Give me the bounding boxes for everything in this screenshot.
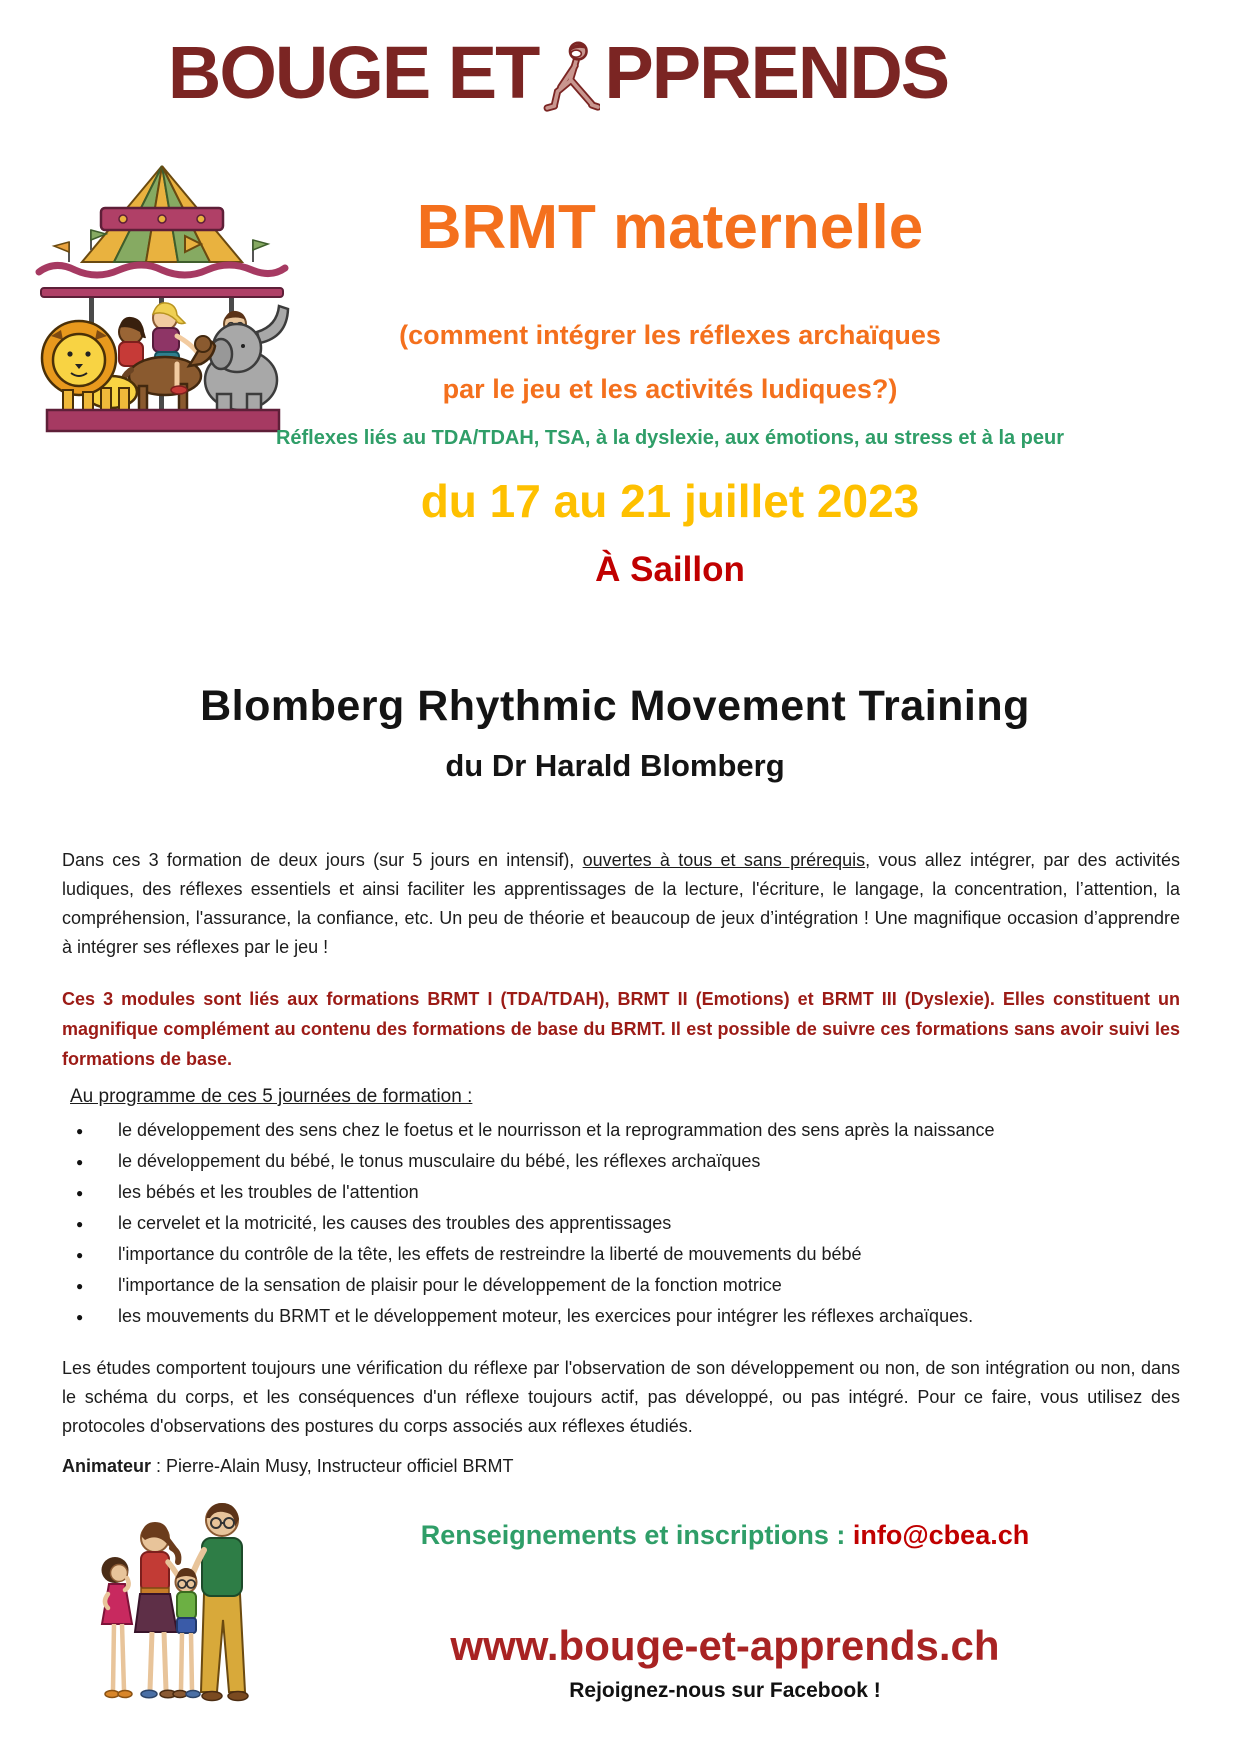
- course-dates: du 17 au 21 juillet 2023: [420, 475, 920, 527]
- reflexes-note: Réflexes liés au TDA/TDAH, TSA, à la dyslexie, aux émotions, au stress et à la peur: [275, 427, 1065, 449]
- contact-email: info@cbea.ch: [852, 1520, 1030, 1550]
- course-subtitle-line2: par le jeu et les activités ludiques?): [442, 374, 898, 404]
- course-location: À Saillon: [595, 550, 745, 589]
- intro-text-underlined: ouvertes à tous et sans prérequis: [582, 850, 866, 870]
- program-heading: Au programme de ces 5 journées de formation :: [70, 1086, 473, 1107]
- brand-part1: BOUGE ET: [167, 31, 539, 114]
- program-item: ● les mouvements du BRMT et le développement moteur, les exercices pour intégrer les réflexes archaïques.: [70, 1302, 1178, 1331]
- modules-note: Ces 3 modules sont liés aux formations BRMT I (TDA/TDAH), BRMT II (Emotions) et BRMT III (Dyslexie). Elles constituent un magnifique complément au contenu des formations de base du BRMT. Il est possible de suivre ces formations sans avoir suivi les formations de base.: [62, 989, 1180, 1069]
- facebook-note: Rejoignez-nous sur Facebook !: [569, 1679, 881, 1702]
- training-subtitle: du Dr Harald Blomberg: [445, 748, 785, 783]
- program-item: ● le cervelet et la motricité, les causes des troubles des apprentissages: [70, 1209, 1178, 1238]
- website-url: www.bouge-et-apprends.ch: [450, 1622, 1000, 1669]
- intro-paragraph: [62, 846, 1180, 962]
- contact-label: Renseignements et inscriptions :: [420, 1520, 853, 1550]
- program-item: ● le développement du bébé, le tonus musculaire du bébé, les réflexes archaïques: [70, 1147, 1178, 1176]
- program-item: ● l'importance de la sensation de plaisir pour le développement de la fonction motrice: [70, 1271, 1178, 1300]
- program-item: ● les bébés et les troubles de l'attention: [70, 1178, 1178, 1207]
- animator-value: : Pierre-Alain Musy, Instructeur officiel BRMT: [151, 1456, 514, 1476]
- course-subtitle-line1: (comment intégrer les réflexes archaïques: [399, 320, 941, 350]
- brand-title: [0, 30, 1116, 115]
- studies-note: Les études comportent toujours une vérification du réflexe par l'observation de son développement ou non, de son intégration ou non, dans le schéma du corps, et les conséquences d'un réflexe toujours actif, pas développé, ou pas intégré. Pour ce faire, vous utilisez des protocoles d'observations des postures du corps associés aux réflexes étudiés.: [62, 1358, 1180, 1436]
- intro-text-after: , vous allez intégrer, par des activités ludiques, des réflexes essentiels et ainsi faciliter les apprentissages de la lecture, l'écriture, le langage, la concentration, l’attention, la compréhension, l'assurance, la confiance, etc. Un peu de théorie et beaucoup de jeux d’intégration ! Une magnifique occasion d’apprendre à intégrer ses réflexes par le jeu !: [62, 850, 1181, 957]
- program-item: ● le développement des sens chez le foetus et le nourrisson et la reprogrammation des sens après la naissance: [70, 1116, 1178, 1145]
- program-item: ● l'importance du contrôle de la tête, les effets de restreindre la liberté de mouvements du bébé: [70, 1240, 1178, 1269]
- program-list: [70, 1116, 1178, 1333]
- animator-line: [62, 1456, 1180, 1477]
- brand-part2: PPRENDS: [604, 31, 949, 114]
- training-title: Blomberg Rhythmic Movement Training: [200, 682, 1030, 730]
- course-title: BRMT maternelle: [416, 193, 924, 262]
- intro-text-before: Dans ces 3 formation de deux jours (sur 5 jours en intensif),: [62, 850, 583, 870]
- animator-label: Animateur: [62, 1456, 152, 1476]
- contact-line: [210, 1520, 1240, 1551]
- lunging-person-icon: [542, 37, 600, 119]
